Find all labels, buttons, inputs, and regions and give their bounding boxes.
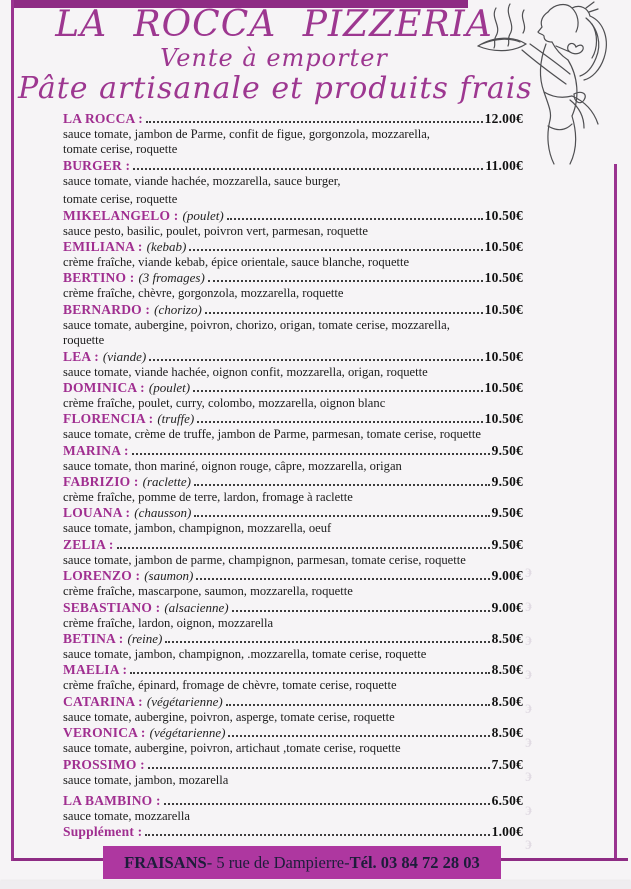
menu-item-name: EMILIANA : (63, 238, 143, 254)
menu-item (63, 158, 523, 208)
dotted-leader (117, 547, 490, 549)
menu-item-line (63, 793, 523, 809)
menu-item-style-note: (raclette) (142, 474, 192, 490)
menu-item-line (63, 694, 523, 710)
menu-item-price: 9.50€ (491, 536, 523, 552)
menu-item-description (63, 459, 523, 474)
menu-item-description (63, 647, 523, 662)
menu-item-price: 10.50€ (484, 379, 523, 395)
dotted-leader (205, 312, 483, 314)
menu-item (63, 505, 523, 536)
menu-item-price: 8.50€ (491, 725, 523, 741)
menu-item-style-note: (végétarienne) (149, 725, 226, 741)
menu-item-description (63, 174, 523, 208)
menu-item-description-line: crème fraîche, viande kebab, épice orientale, sauce blanche, roquette (63, 254, 410, 269)
menu-item (63, 380, 523, 411)
menu-item-description-line: crème fraîche, épinard, fromage de chèvre, tomate cerise, roquette (63, 678, 397, 693)
menu-item-price: 9.50€ (491, 442, 523, 458)
dotted-leader (145, 834, 489, 836)
menu-item-description (63, 521, 523, 536)
menu-item-description (63, 809, 523, 824)
page-tagline: Pâte artisanale et produits frais (18, 71, 533, 106)
menu-item-price: 9.50€ (491, 474, 523, 490)
menu-item-description (63, 396, 523, 411)
menu-item-style-note: (poulet) (182, 207, 224, 223)
menu-item-line (63, 208, 523, 224)
dotted-leader (165, 641, 489, 643)
bleedthrough-glyph: € (525, 633, 532, 648)
menu-item-description (63, 741, 523, 756)
menu-item (63, 662, 523, 693)
menu-item-description-line: sauce tomate, jambon, mozarella (63, 772, 229, 787)
menu-item-description (63, 584, 523, 599)
menu-item-description-line: tomate cerise, roquette (63, 142, 178, 157)
menu-item-price: 6.50€ (491, 792, 523, 808)
bleedthrough-glyph: € (525, 735, 532, 750)
dotted-leader (149, 359, 482, 361)
menu-item-price: 12.00€ (484, 111, 523, 126)
menu-item-description (63, 318, 523, 349)
menu-item-line (63, 505, 523, 521)
waitress-with-pizza-illustration (452, 0, 622, 165)
menu-item-name: BURGER : (63, 157, 131, 173)
menu-item-line (63, 302, 523, 318)
menu-item-description-line: sauce tomate, aubergine, poivron, asperge, tomate cerise, roquette (63, 709, 395, 724)
footer-address-bar (103, 846, 501, 879)
menu-item-description-line: sauce tomate, viande hachée, oignon confit, mozzarella, origan, roquette (63, 364, 428, 379)
dotted-leader (164, 803, 490, 805)
menu-item-line (63, 631, 523, 647)
menu-item-description-line: crème fraîche, lardon, oignon, mozzarella (63, 615, 274, 630)
menu-item-description (63, 553, 523, 568)
menu-item-name: MARINA : (63, 442, 129, 458)
dotted-leader (228, 735, 489, 737)
dotted-leader (130, 672, 489, 674)
menu-item-price: 10.50€ (484, 238, 523, 254)
menu-item-description (63, 286, 523, 301)
menu-item-description (63, 224, 523, 239)
menu-item-style-note: (saumon) (144, 568, 194, 584)
menu-item-style-note: (végétarienne) (146, 693, 223, 709)
menu-item-style-note: (chausson) (134, 505, 192, 521)
menu-item-name: Supplément : (63, 824, 143, 840)
dotted-leader (196, 578, 489, 580)
menu-item-description (63, 773, 523, 788)
menu-item-line (63, 411, 523, 427)
dotted-leader (194, 484, 490, 486)
menu-item-price: 1.00€ (491, 824, 523, 840)
right-border-line (614, 164, 617, 860)
paper-edge (0, 881, 631, 889)
menu-item-name: MIKELANGELO : (63, 207, 179, 223)
menu-item (63, 793, 523, 824)
dotted-leader (194, 515, 489, 517)
bleedthrough-glyph: € (525, 599, 532, 614)
menu-item-style-note: (kebab) (146, 238, 187, 254)
menu-item-description-line: sauce tomate, thon mariné, oignon rouge, câpre, mozzarella, origan (63, 458, 402, 473)
menu-item-style-note: (reine) (127, 631, 163, 647)
dotted-leader (208, 280, 483, 282)
menu-item-description-line: sauce tomate, viande hachée, mozzarella, sauce burger, (63, 173, 341, 188)
menu-item-price: 11.00€ (485, 157, 523, 173)
menu-item-name: LA BAMBINO : (63, 792, 161, 808)
menu-item (63, 757, 523, 788)
menu-item (63, 443, 523, 474)
menu-item-description-line: crème fraîche, pomme de terre, lardon, fromage à raclette (63, 490, 353, 505)
scan-bleedthrough-artifacts (518, 566, 532, 851)
menu-item-name: VERONICA : (63, 725, 146, 741)
dotted-leader (189, 249, 482, 251)
page-title: LA ROCCA PIZZERIA (55, 4, 493, 45)
dotted-leader (232, 610, 490, 612)
menu-item-price: 10.50€ (484, 207, 523, 223)
menu-item-price: 9.00€ (491, 568, 523, 584)
menu-item-price: 9.00€ (491, 599, 523, 615)
menu-item (63, 239, 523, 270)
menu-item-description (63, 365, 523, 380)
menu-item-name: LA ROCCA : (63, 111, 144, 126)
menu-item-name: FABRIZIO : (63, 474, 139, 490)
menu-item-description-line: sauce tomate, mozzarella (63, 808, 190, 823)
bleedthrough-glyph: € (525, 701, 532, 716)
menu-item-description-line: sauce tomate, jambon de parme, champignon, parmesan, tomate cerise, roquette (63, 552, 466, 567)
menu-item-line (63, 380, 523, 396)
menu-item-price: 8.50€ (491, 693, 523, 709)
menu-item-name: DOMINICA : (63, 379, 145, 395)
menu-item-description-line: crème fraîche, chèvre, gorgonzola, mozzarella, roquette (63, 286, 344, 301)
menu-item-line (63, 600, 523, 616)
menu-item-description-line: sauce tomate, jambon de Parme, confit de figue, gorgonzola, mozzarella, (63, 127, 430, 141)
menu-item-line (63, 443, 523, 459)
dotted-leader (197, 421, 483, 423)
menu-item-line (63, 662, 523, 678)
footer-address: - 5 rue de Dampierre- (206, 852, 350, 872)
menu-item-line (63, 239, 523, 255)
menu-item-style-note: (poulet) (148, 379, 191, 395)
dotted-leader (193, 390, 483, 392)
footer-city: FRAISANS (124, 852, 207, 872)
menu-item-description (63, 678, 523, 693)
footer-phone: Tél. 03 84 72 28 03 (349, 852, 480, 872)
menu-item-description (63, 427, 523, 442)
menu-item (63, 474, 523, 505)
menu-item-style-note: (viande) (102, 348, 147, 364)
menu-item-price: 10.50€ (484, 270, 523, 286)
menu-list (63, 111, 523, 840)
bleedthrough-glyph: € (525, 803, 532, 818)
page-subtitle: Vente à emporter (160, 44, 388, 72)
menu-item-line (63, 537, 523, 553)
menu-item-name: LOUANA : (63, 505, 131, 521)
dotted-leader (226, 704, 490, 706)
menu-item-name: SEBASTIANO : (63, 599, 161, 615)
menu-item-description-line: roquette (63, 333, 105, 348)
bleedthrough-glyph: € (525, 565, 532, 580)
menu-item-line (63, 725, 523, 741)
menu-item-description (63, 255, 523, 270)
menu-item-price: 7.50€ (491, 756, 523, 772)
menu-item (63, 725, 523, 756)
menu-item-name: BERTINO : (63, 270, 135, 286)
dotted-leader (146, 121, 483, 123)
menu-item-description-line: sauce tomate, aubergine, poivron, chorizo, origan, tomate cerise, mozzarella, (63, 317, 450, 332)
menu-item-style-note: (truffe) (157, 411, 195, 427)
dotted-leader (227, 218, 483, 220)
bleedthrough-glyph: € (525, 769, 532, 784)
menu-item-description-line: sauce tomate, aubergine, poivron, artichaut ,tomate cerise, roquette (63, 741, 401, 756)
menu-item-description-line: sauce tomate, jambon, champignon, mozzarella, oeuf (63, 521, 332, 536)
menu-item-price: 10.50€ (484, 301, 523, 317)
menu-item (63, 568, 523, 599)
menu-item-name: LEA : (63, 348, 99, 364)
dotted-leader (132, 453, 490, 455)
menu-item-price: 10.50€ (484, 348, 523, 364)
dotted-leader (133, 168, 483, 170)
menu-item (63, 824, 523, 840)
menu-item (63, 537, 523, 568)
menu-item-style-note: (3 fromages) (138, 270, 205, 286)
menu-item-description (63, 616, 523, 631)
menu-item-price: 8.50€ (491, 631, 523, 647)
menu-item (63, 411, 523, 442)
menu-item-line (63, 757, 523, 773)
menu-item-price: 10.50€ (484, 411, 523, 427)
menu-item-name: MAELIA : (63, 662, 128, 678)
menu-item-style-note: (chorizo) (154, 301, 202, 317)
menu-item-description (63, 710, 523, 725)
menu-item (63, 270, 523, 301)
menu-item (63, 631, 523, 662)
menu-item (63, 302, 523, 349)
menu-item-price: 8.50€ (491, 662, 523, 678)
menu-item-description (63, 490, 523, 505)
menu-item-description-line: crème fraîche, poulet, curry, colombo, mozzarella, oignon blanc (63, 395, 386, 410)
menu-item-name: PROSSIMO : (63, 756, 145, 772)
menu-item-name: ZELIA : (63, 536, 114, 552)
menu-item (63, 349, 523, 380)
menu-item-line (63, 824, 523, 840)
menu-item-description-line: tomate cerise, roquette (63, 192, 178, 207)
menu-item (63, 600, 523, 631)
menu-item-description-line: crème fraîche, mascarpone, saumon, mozzarella, roquette (63, 584, 353, 599)
menu-item-style-note: (alsacienne) (164, 599, 229, 615)
bleedthrough-glyph: € (525, 837, 532, 852)
menu-item-name: LORENZO : (63, 568, 141, 584)
menu-item-price: 9.50€ (491, 505, 523, 521)
menu-item-name: BERNARDO : (63, 301, 151, 317)
menu-item-description-line: sauce pesto, basilic, poulet, poivron vert, parmesan, roquette (63, 223, 368, 238)
bleedthrough-glyph: € (525, 667, 532, 682)
menu-item-description-line: sauce tomate, jambon, champignon, .mozzarella, tomate cerise, roquette (63, 647, 427, 662)
menu-item (63, 694, 523, 725)
menu-item-line (63, 349, 523, 365)
menu-item-name: FLORENCIA : (63, 411, 154, 427)
left-border-line (11, 0, 14, 861)
dotted-leader (148, 767, 490, 769)
menu-item-name: CATARINA : (63, 693, 143, 709)
menu-item-name: BETINA : (63, 631, 124, 647)
menu-item-line (63, 474, 523, 490)
menu-item-line (63, 568, 523, 584)
menu-item (63, 208, 523, 239)
menu-item-description-line: sauce tomate, crème de truffe, jambon de Parme, parmesan, tomate cerise, roquette (63, 427, 481, 442)
menu-item-line (63, 270, 523, 286)
